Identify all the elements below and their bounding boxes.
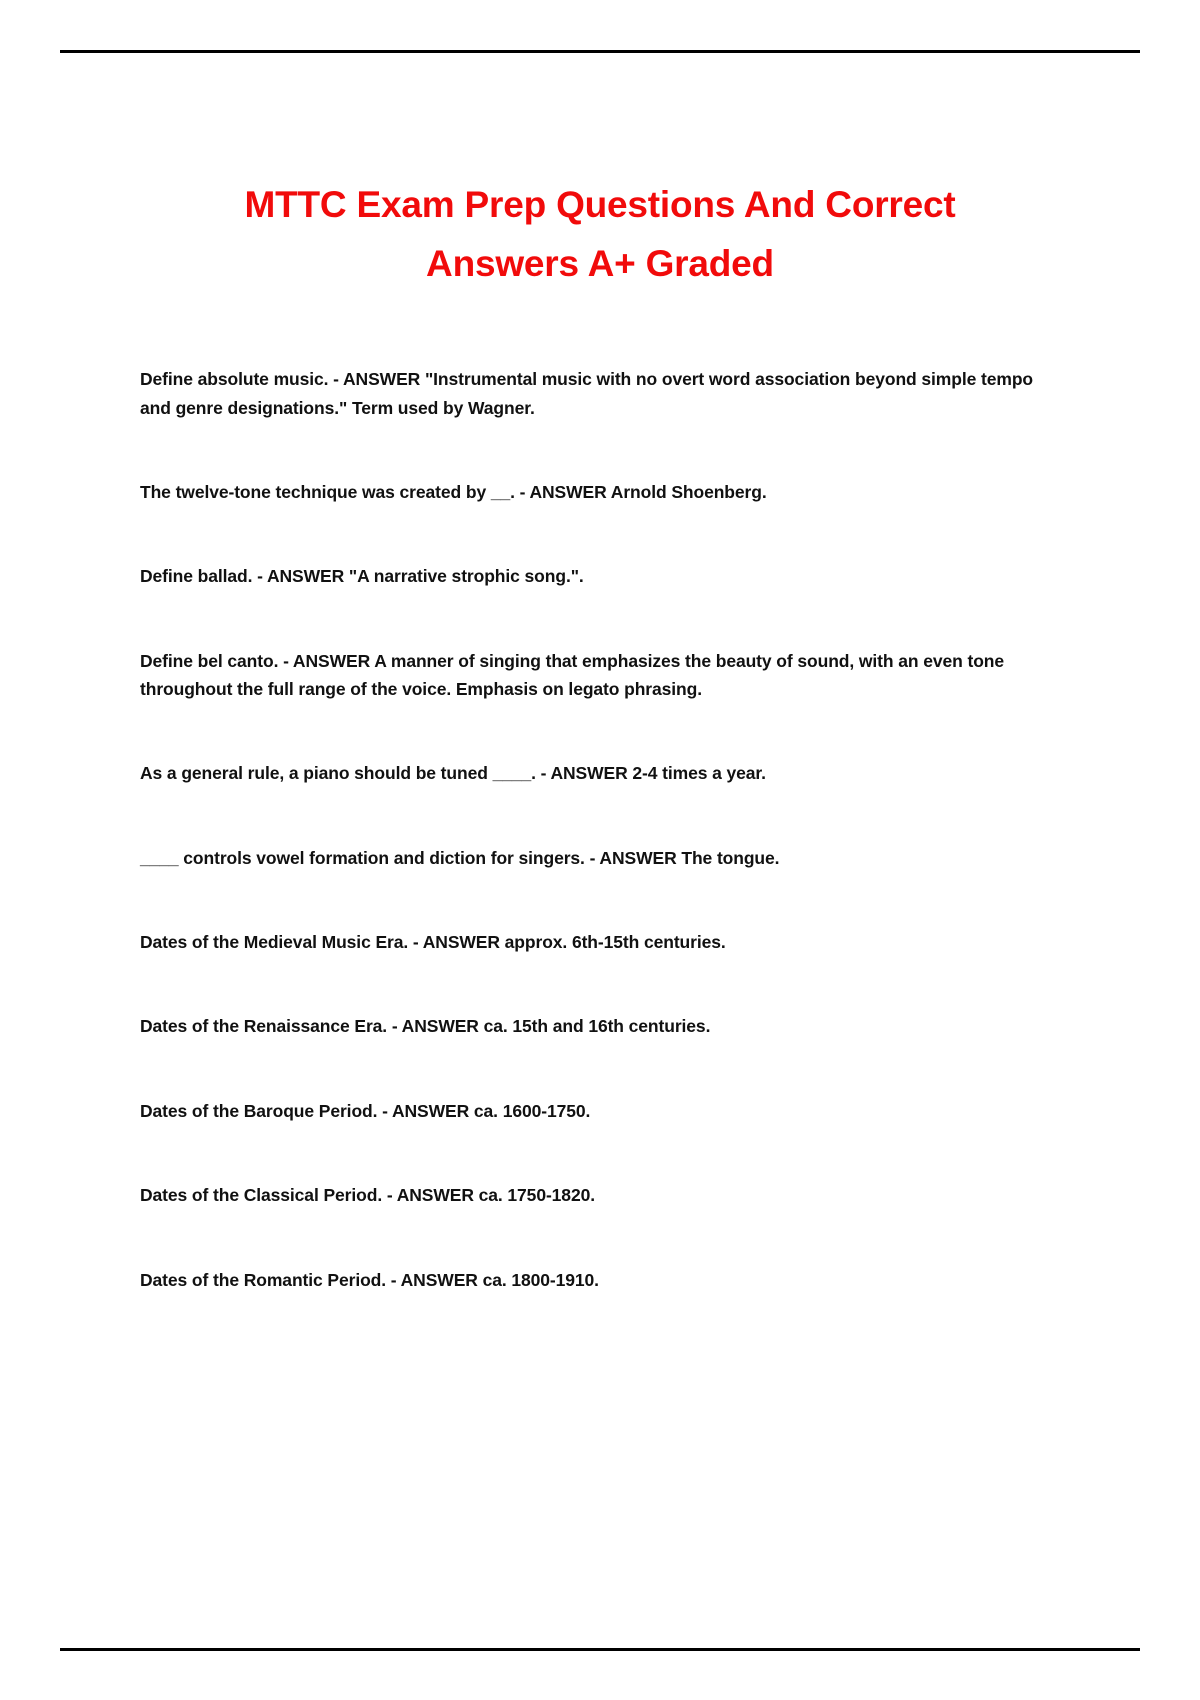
header-divider — [60, 50, 1140, 53]
qa-item: Dates of the Renaissance Era. - ANSWER ca. 15th and 16th centuries. — [140, 1016, 711, 1037]
document-body — [140, 175, 1060, 1294]
footer-divider — [60, 1648, 1140, 1651]
qa-list — [140, 365, 1060, 1293]
qa-item: ____ controls vowel formation and diction for singers. - ANSWER The tongue. — [140, 847, 780, 868]
qa-item: As a general rule, a piano should be tuned ____. - ANSWER 2-4 times a year. — [140, 763, 766, 784]
qa-item: Dates of the Romantic Period. - ANSWER ca. 1800-1910. — [140, 1269, 599, 1290]
qa-item: Dates of the Baroque Period. - ANSWER ca. 1600-1750. — [140, 1100, 591, 1121]
qa-item: The twelve-tone technique was created by __. - ANSWER Arnold Shoenberg. — [140, 482, 767, 503]
qa-item: Define bel canto. - ANSWER A manner of singing that emphasizes the beauty of sound, with an even tone throughout the full range of the voice. Emphasis on legato phrasing. — [140, 650, 1005, 700]
qa-item: Define ballad. - ANSWER "A narrative strophic song.". — [140, 566, 584, 587]
qa-item: Dates of the Medieval Music Era. - ANSWER approx. 6th-15th centuries. — [140, 932, 726, 953]
qa-item: Define absolute music. - ANSWER "Instrumental music with no overt word association beyond simple tempo and genre designations." Term used by Wagner. — [140, 369, 1034, 418]
qa-item: Dates of the Classical Period. - ANSWER ca. 1750-1820. — [140, 1185, 595, 1206]
page-title: MTTC Exam Prep Questions And Correct Answers A+ Graded — [244, 184, 956, 285]
